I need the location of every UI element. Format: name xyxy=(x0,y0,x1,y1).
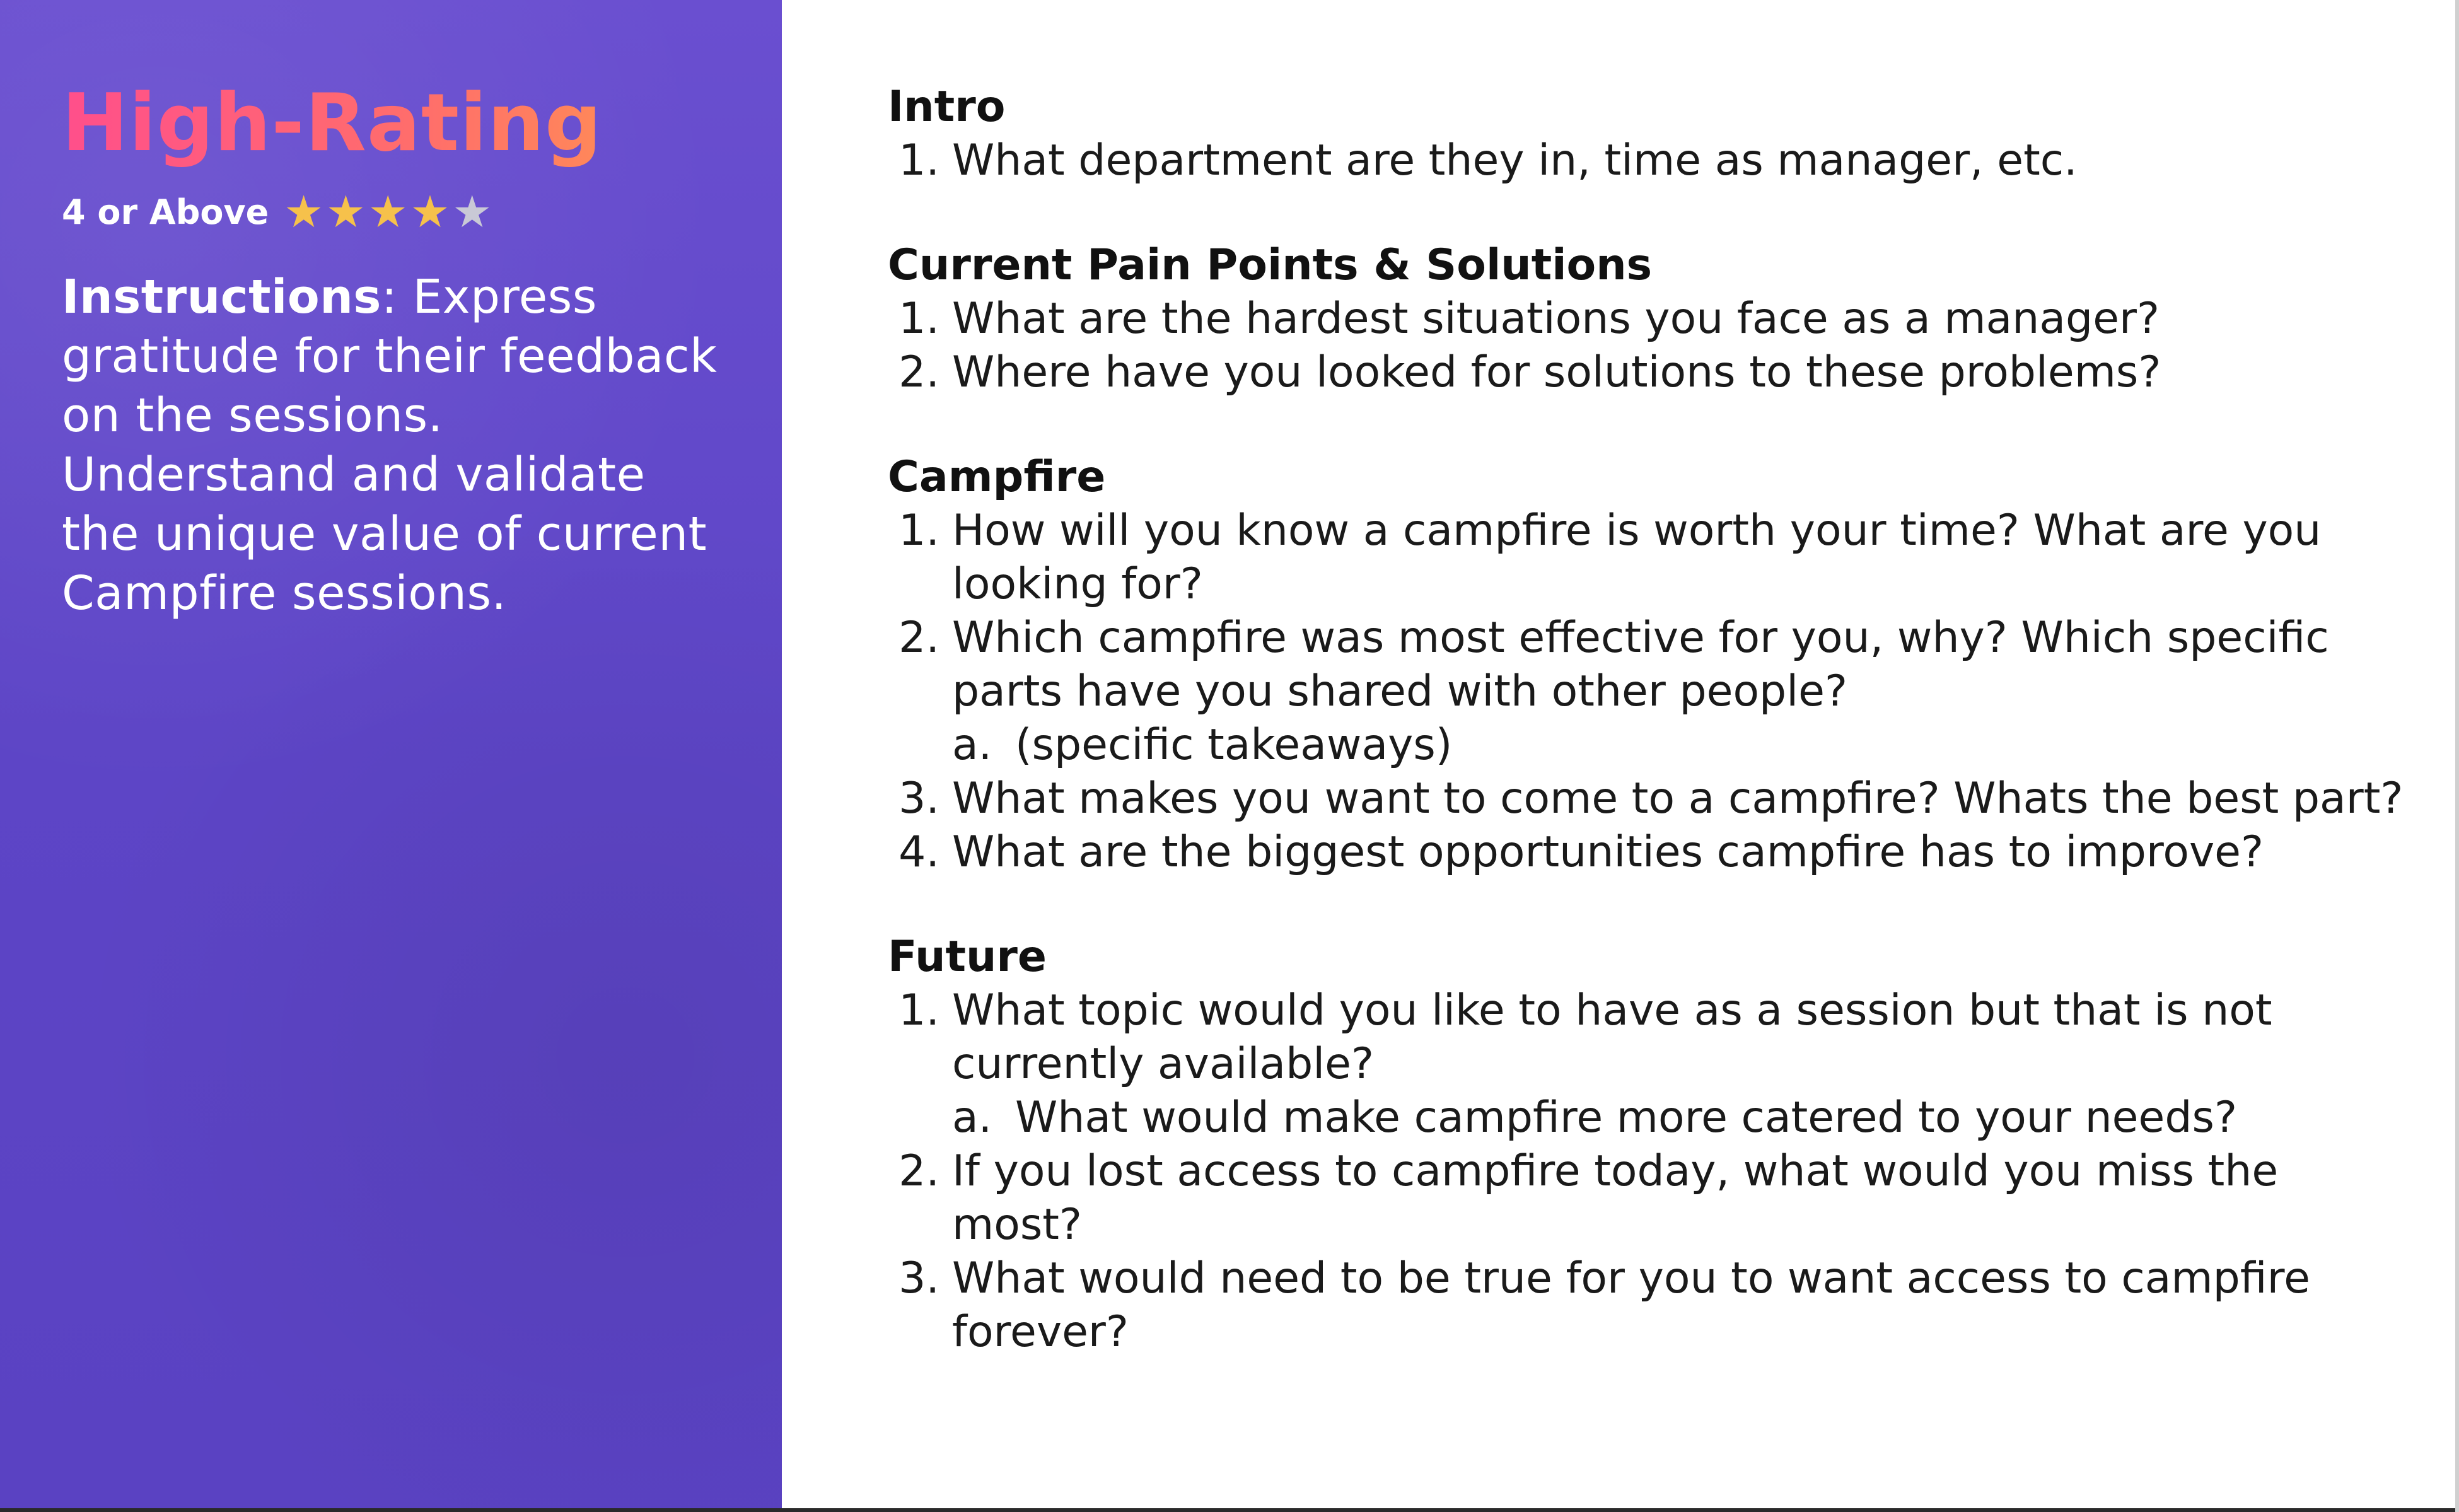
question-text: What department are they in, time as manager, etc. xyxy=(952,136,2078,185)
question-item xyxy=(888,1144,2414,1252)
star-filled-icon: ★ xyxy=(410,186,450,238)
question-text: How will you know a campfire is worth your time? What are you looking for? xyxy=(952,506,2322,609)
sub-question-text: What would make campfire more catered to your needs? xyxy=(1015,1093,2238,1143)
section-title: Future xyxy=(888,932,1047,982)
star-filled-icon: ★ xyxy=(368,186,408,238)
section-title: Intro xyxy=(888,82,1006,132)
question-number: 1. xyxy=(898,294,939,344)
question-item xyxy=(888,346,2414,399)
sub-question-letter: a. xyxy=(952,720,992,770)
question-text: If you lost access to campfire today, what would you miss the most? xyxy=(952,1146,2279,1250)
rating-row xyxy=(62,187,731,237)
question-item xyxy=(888,825,2414,879)
sub-question-item xyxy=(952,718,2414,772)
question-item xyxy=(888,611,2414,772)
section-title: Campfire xyxy=(888,452,1106,502)
left-panel xyxy=(0,0,782,1508)
question-number: 2. xyxy=(898,613,939,663)
section xyxy=(888,81,2414,187)
section xyxy=(888,451,2414,879)
section xyxy=(888,931,2414,1359)
sub-question-text: (specific takeaways) xyxy=(1015,720,1453,770)
question-number: 4. xyxy=(898,827,939,877)
question-item xyxy=(888,772,2414,825)
instructions-label: Instructions xyxy=(62,270,381,324)
star-empty-icon: ★ xyxy=(452,186,492,238)
question-list xyxy=(888,984,2414,1359)
question-list xyxy=(888,292,2414,399)
question-list xyxy=(888,504,2414,879)
question-number: 3. xyxy=(898,774,939,823)
question-text: Where have you looked for solutions to these problems? xyxy=(952,347,2161,397)
instructions-block xyxy=(62,267,731,623)
right-edge-divider xyxy=(2455,0,2459,1512)
sub-question-letter: a. xyxy=(952,1093,992,1143)
question-number: 1. xyxy=(898,506,939,555)
rating-label: 4 or Above xyxy=(62,192,269,232)
question-text: What makes you want to come to a campfire? Whats the best part? xyxy=(952,774,2404,823)
question-text: What topic would you like to have as a session but that is not currently available? xyxy=(952,986,2272,1089)
page-title: High-Rating xyxy=(62,76,731,170)
question-guide xyxy=(888,81,2414,1410)
question-number: 3. xyxy=(898,1253,939,1303)
instructions-text: : Express gratitude for their feedback on the sessions. Understand and validate the unique value of current Campfire sessions. xyxy=(62,270,718,620)
question-text: What would need to be true for you to want access to campfire forever? xyxy=(952,1253,2310,1357)
question-item xyxy=(888,1252,2414,1359)
question-item xyxy=(888,504,2414,611)
question-number: 2. xyxy=(898,347,939,397)
question-list xyxy=(888,134,2414,187)
star-filled-icon: ★ xyxy=(326,186,366,238)
sub-question-item xyxy=(952,1091,2414,1144)
question-item xyxy=(888,984,2414,1144)
star-filled-icon: ★ xyxy=(284,186,324,238)
question-text: What are the biggest opportunities campfire has to improve? xyxy=(952,827,2264,877)
question-item xyxy=(888,134,2414,187)
question-number: 1. xyxy=(898,136,939,185)
question-number: 2. xyxy=(898,1146,939,1196)
section xyxy=(888,239,2414,399)
section-title: Current Pain Points & Solutions xyxy=(888,240,1653,290)
bottom-divider xyxy=(0,1508,2459,1512)
star-rating xyxy=(284,186,494,238)
question-number: 1. xyxy=(898,986,939,1035)
question-item xyxy=(888,292,2414,346)
question-text: Which campfire was most effective for you, why? Which specific parts have you shared with other people? xyxy=(952,613,2329,716)
question-text: What are the hardest situations you face as a manager? xyxy=(952,294,2160,344)
